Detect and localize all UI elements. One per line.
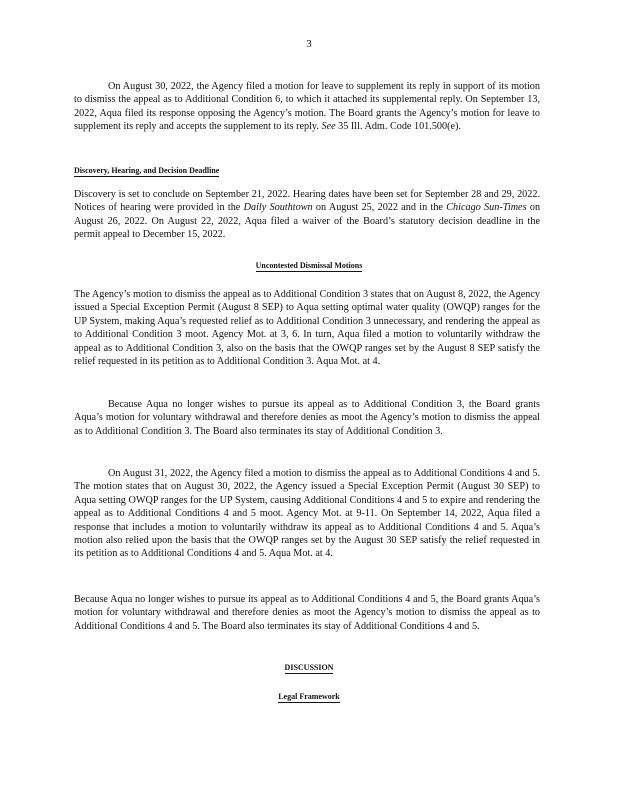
section-heading-discovery: Discovery, Hearing, and Decision Deadline bbox=[74, 166, 220, 175]
paragraph-discovery bbox=[74, 188, 540, 242]
newspaper-name: Chicago Sun-Times bbox=[446, 202, 527, 214]
paragraph-discovery-text-a: Discovery is set to conclude on September 21, 2022. Hearing dates have been set for September 28 and 29, 2022. Notices of hearing were provided in the bbox=[74, 189, 540, 214]
page-number: 3 bbox=[306, 38, 312, 50]
paragraph-condition-3: The Agency’s motion to dismiss the appeal as to Additional Condition 3 states that on August 8, 2022, the Agency issued a Special Exception Permit (August 8 SEP) to Aqua setting optimal water quality (OWQP) ranges for the UP System, making Aqua’s requested relief as to Additional Condition 3 unnecessary, and rendering the appeal as to Additional Condition 3 moot. Agency Mot. at 3, 6. In turn, Aqua filed a motion to voluntarily withdraw the appeal as to Additional Condition 3, also on the basis that the OWQP ranges set by the August 8 SEP satisfy the relief requested in its petition as to Additional Condition 3. Aqua Mot. at 4. bbox=[74, 289, 540, 368]
section-heading-legal-framework: Legal Framework bbox=[278, 692, 340, 701]
section-heading-discussion: DISCUSSION bbox=[284, 663, 334, 672]
section-heading-uncontested: Uncontested Dismissal Motions bbox=[255, 261, 363, 270]
citation-signal: See bbox=[321, 121, 336, 133]
paragraph-supplement-motion bbox=[74, 80, 540, 134]
paragraph-condition-3-ruling: Because Aqua no longer wishes to pursue its appeal as to Additional Condition 3, the Board grants Aqua’s motion for voluntary withdrawal and therefore denies as moot the Agency’s motion to dismiss the appeal as to Additional Condition 3. The Board also terminates its stay of Additional Condition 3. bbox=[74, 399, 540, 437]
paragraph-conditions-4-5: On August 31, 2022, the Agency filed a motion to dismiss the appeal as to Additional Conditions 4 and 5. The motion states that on August 30, 2022, the Agency issued a Special Exception Permit (August 30 SEP) to Aqua setting OWQP ranges for the UP System, causing Additional Conditions 4 and 5 to expire and rendering the appeal as to Additional Conditions 4 and 5 moot. Agency Mot. at 9-11. On September 14, 2022, Aqua filed a response that includes a motion to voluntarily withdraw its appeal as to Additional Conditions 4 and 5. Aqua’s motion also relied upon the basis that the OWQP ranges set by the August 30 SEP satisfy the relief requested in its petition as to Additional Conditions 4 and 5. Aqua Mot. at 4. bbox=[74, 468, 540, 560]
newspaper-name: Daily Southtown bbox=[243, 202, 313, 214]
paragraph-supplement-text: On August 30, 2022, the Agency filed a motion for leave to supplement its reply in support of its motion to dismiss the appeal as to Additional Condition 6, to which it attached its supplemental reply. On September 13, 2022, Aqua filed its response opposing the Agency’s motion. The Board grants the Agency’s motion for leave to supplement its reply and accepts the supplement to its reply. bbox=[74, 81, 540, 133]
citation-text: 35 Ill. Adm. Code 101.500(e). bbox=[338, 121, 461, 133]
paragraph-conditions-4-5-ruling: Because Aqua no longer wishes to pursue its appeal as to Additional Conditions 4 and 5, the Board grants Aqua’s motion for voluntary withdrawal and therefore denies as moot the Agency’s motion to dismiss the appeal as to Additional Conditions 4 and 5. The Board also terminates its stay of Additional Conditions 4 and 5. bbox=[74, 594, 540, 632]
paragraph-discovery-text-b: on August 25, 2022 and in the bbox=[315, 202, 443, 214]
paragraph-discovery-text-c: on August 26, 2022. On August 22, 2022, Aqua filed a waiver of the Board’s statutory decision deadline in the permit appeal to December 15, 2022. bbox=[74, 202, 541, 241]
